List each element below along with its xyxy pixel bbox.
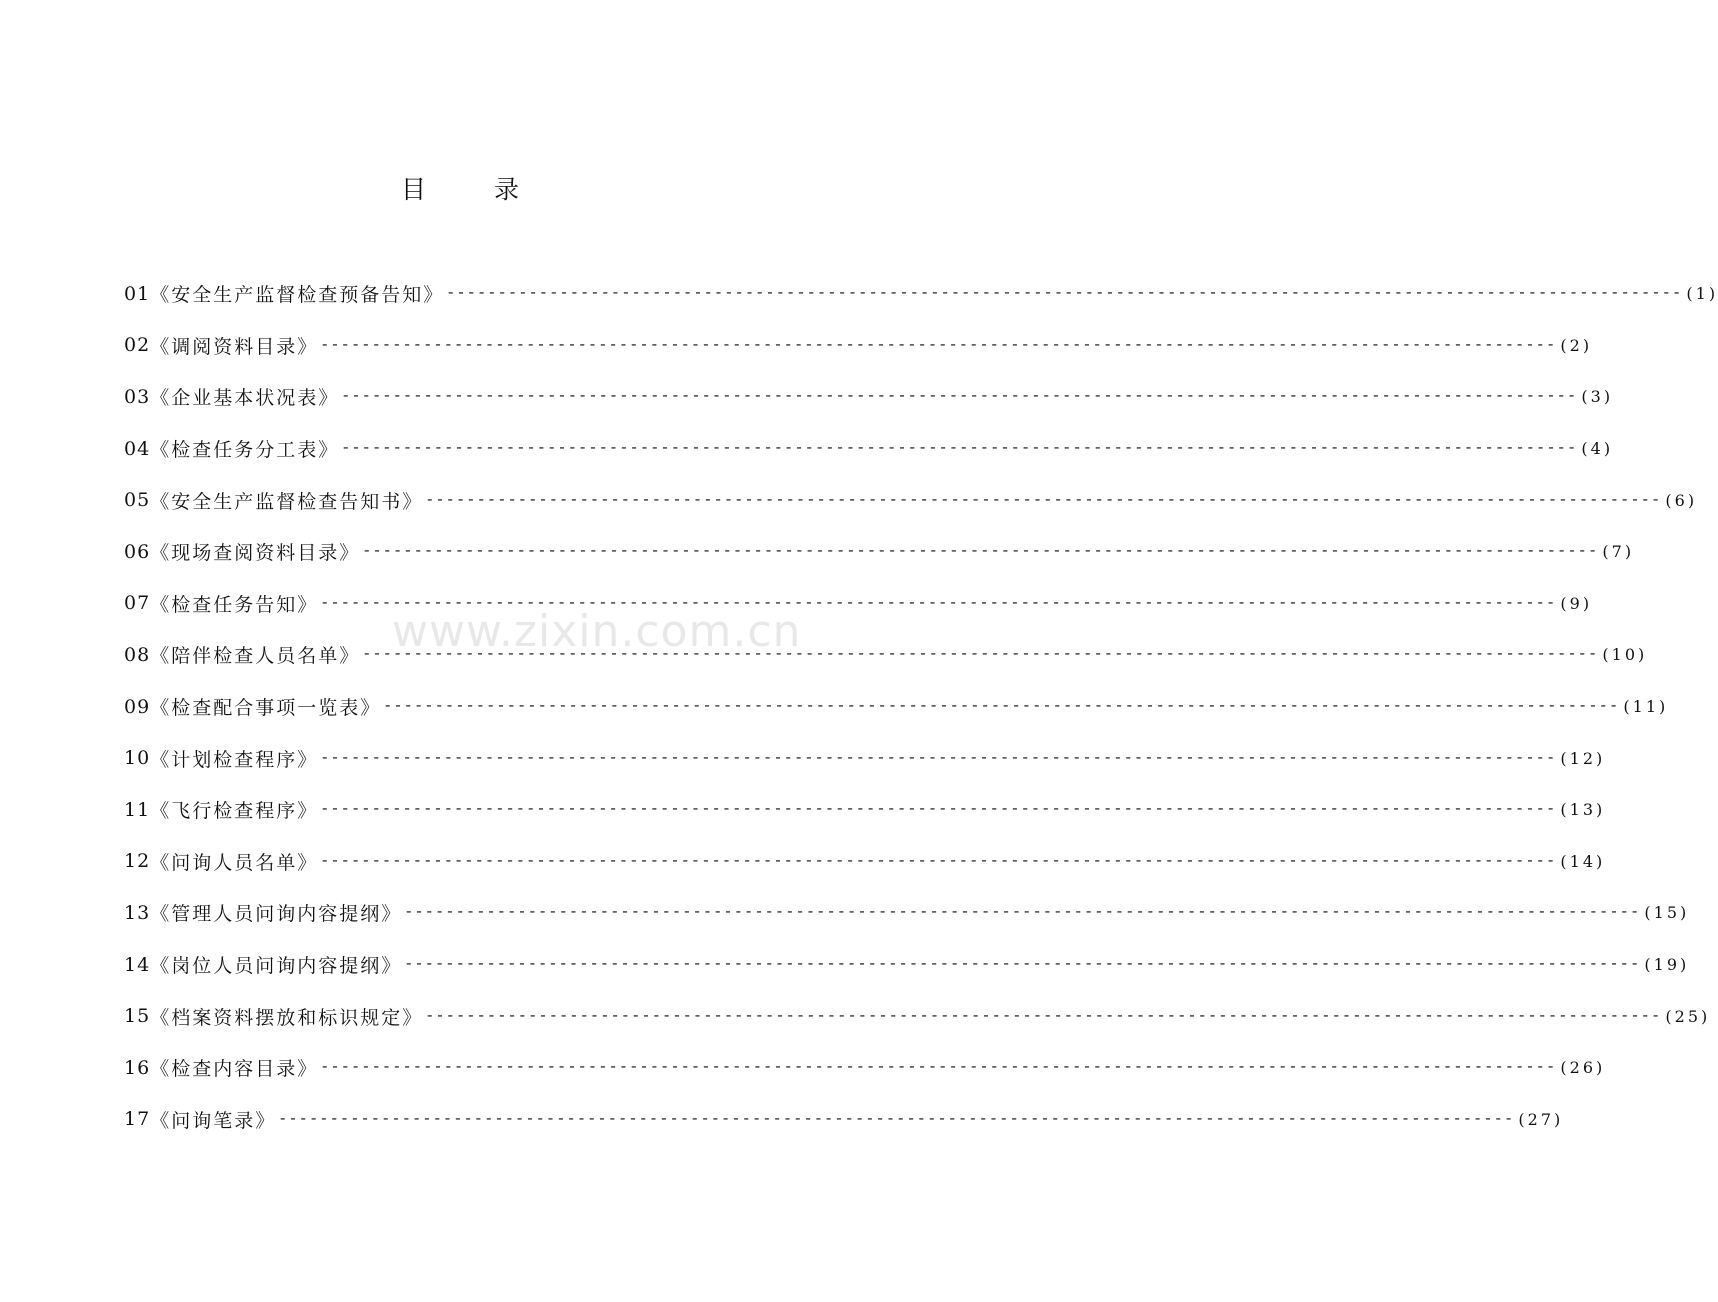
- toc-entry-title: 《安全生产监督检查预备告知》: [150, 284, 445, 307]
- toc-entry-page: (13): [1560, 800, 1606, 820]
- toc-leader-dashes: ------------------------------------------------------------------------------------------------------------------------: [341, 440, 1578, 458]
- toc-entry: [124, 939, 1690, 991]
- toc-entry-number: 03: [124, 385, 151, 408]
- toc-entry-page: (27): [1518, 1109, 1564, 1129]
- toc-leader-dashes: ------------------------------------------------------------------------------------------------------------------------: [425, 1007, 1662, 1025]
- toc-entry: [124, 629, 1648, 681]
- toc-entry-title: 《陪伴检查人员名单》: [150, 645, 361, 668]
- toc-entry-number: 07: [124, 592, 151, 615]
- toc-entry: [124, 784, 1606, 836]
- toc-leader-dashes: ------------------------------------------------------------------------------------------------------------------------: [320, 336, 1557, 354]
- table-of-contents: [124, 268, 1718, 1145]
- toc-leader-dashes: ------------------------------------------------------------------------------------------------------------------------: [362, 543, 1599, 561]
- toc-entry: [124, 681, 1669, 733]
- toc-entry-number: 04: [124, 437, 151, 460]
- toc-entry-title: 《问询笔录》: [150, 1109, 277, 1132]
- toc-entry: [124, 320, 1593, 372]
- toc-leader-dashes: ------------------------------------------------------------------------------------------------------------------------: [320, 852, 1557, 870]
- toc-leader-dashes: ------------------------------------------------------------------------------------------------------------------------: [341, 388, 1578, 406]
- toc-entry: [124, 887, 1690, 939]
- toc-entry-page: (19): [1644, 955, 1690, 975]
- toc-entry-number: 05: [124, 489, 151, 512]
- toc-entry-page: (26): [1560, 1058, 1606, 1078]
- toc-entry-title: 《检查内容目录》: [150, 1058, 319, 1081]
- toc-entry-title: 《检查配合事项一览表》: [150, 697, 382, 720]
- toc-entry-page: (7): [1602, 542, 1635, 562]
- toc-entry-page: (2): [1560, 335, 1593, 355]
- toc-entry: [124, 474, 1698, 526]
- toc-entry-number: 16: [124, 1056, 151, 1079]
- toc-leader-dashes: ------------------------------------------------------------------------------------------------------------------------: [404, 956, 1641, 974]
- toc-entry-title: 《现场查阅资料目录》: [150, 542, 361, 565]
- toc-entry-number: 10: [124, 747, 151, 770]
- toc-entry-title: 《企业基本状况表》: [150, 387, 340, 410]
- toc-entry-title: 《调阅资料目录》: [150, 335, 319, 358]
- toc-entry-title: 《计划检查程序》: [150, 748, 319, 771]
- toc-entry-page: (6): [1665, 490, 1698, 510]
- toc-entry-page: (14): [1560, 851, 1606, 871]
- toc-entry: [124, 1094, 1564, 1146]
- toc-entry-number: 02: [124, 334, 151, 357]
- toc-entry-page: (1): [1686, 284, 1718, 304]
- toc-entry-number: 11: [124, 798, 151, 821]
- toc-leader-dashes: ------------------------------------------------------------------------------------------------------------------------: [320, 801, 1557, 819]
- toc-entry: [124, 578, 1593, 630]
- toc-entry: [124, 732, 1606, 784]
- toc-entry: [124, 1042, 1606, 1094]
- toc-entry-page: (15): [1644, 903, 1690, 923]
- toc-leader-dashes: ------------------------------------------------------------------------------------------------------------------------: [320, 749, 1557, 767]
- toc-entry-title: 《检查任务告知》: [150, 593, 319, 616]
- toc-leader-dashes: ------------------------------------------------------------------------------------------------------------------------: [278, 1110, 1515, 1128]
- toc-entry-title: 《安全生产监督检查告知书》: [150, 490, 424, 513]
- toc-entry-number: 01: [124, 282, 151, 305]
- toc-entry-number: 08: [124, 643, 151, 666]
- toc-entry: [124, 836, 1606, 888]
- toc-entry: [124, 423, 1614, 475]
- toc-entry-title: 《检查任务分工表》: [150, 439, 340, 462]
- toc-entry-number: 12: [124, 850, 151, 873]
- toc-entry-number: 09: [124, 695, 151, 718]
- toc-entry: [124, 268, 1718, 320]
- toc-entry-number: 15: [124, 1005, 151, 1028]
- toc-entry-number: 17: [124, 1108, 151, 1131]
- toc-entry-page: (12): [1560, 748, 1606, 768]
- toc-leader-dashes: ------------------------------------------------------------------------------------------------------------------------: [404, 904, 1641, 922]
- toc-entry: [124, 526, 1635, 578]
- toc-entry-number: 06: [124, 540, 151, 563]
- toc-entry-title: 《档案资料摆放和标识规定》: [150, 1006, 424, 1029]
- toc-leader-dashes: ------------------------------------------------------------------------------------------------------------------------: [320, 1059, 1557, 1077]
- toc-entry-page: (25): [1665, 1006, 1711, 1026]
- toc-entry-title: 《管理人员问询内容提纲》: [150, 903, 403, 926]
- toc-entry-number: 13: [124, 901, 151, 924]
- toc-entry-title: 《飞行检查程序》: [150, 800, 319, 823]
- toc-leader-dashes: ------------------------------------------------------------------------------------------------------------------------: [362, 646, 1599, 664]
- toc-entry-title: 《岗位人员问询内容提纲》: [150, 955, 403, 978]
- toc-entry-page: (11): [1623, 697, 1669, 717]
- toc-entry: [124, 371, 1614, 423]
- page-title: 目 录: [401, 175, 549, 204]
- toc-entry-number: 14: [124, 953, 151, 976]
- toc-leader-dashes: ------------------------------------------------------------------------------------------------------------------------: [446, 285, 1683, 303]
- toc-entry-title: 《问询人员名单》: [150, 851, 319, 874]
- toc-entry: [124, 990, 1711, 1042]
- toc-entry-page: (4): [1581, 439, 1614, 459]
- watermark: www.zixin.com.cn: [392, 606, 802, 657]
- toc-leader-dashes: ------------------------------------------------------------------------------------------------------------------------: [320, 594, 1557, 612]
- toc-leader-dashes: ------------------------------------------------------------------------------------------------------------------------: [383, 698, 1620, 716]
- toc-entry-page: (3): [1581, 387, 1614, 407]
- toc-leader-dashes: ------------------------------------------------------------------------------------------------------------------------: [425, 491, 1662, 509]
- toc-entry-page: (10): [1602, 645, 1648, 665]
- toc-entry-page: (9): [1560, 593, 1593, 613]
